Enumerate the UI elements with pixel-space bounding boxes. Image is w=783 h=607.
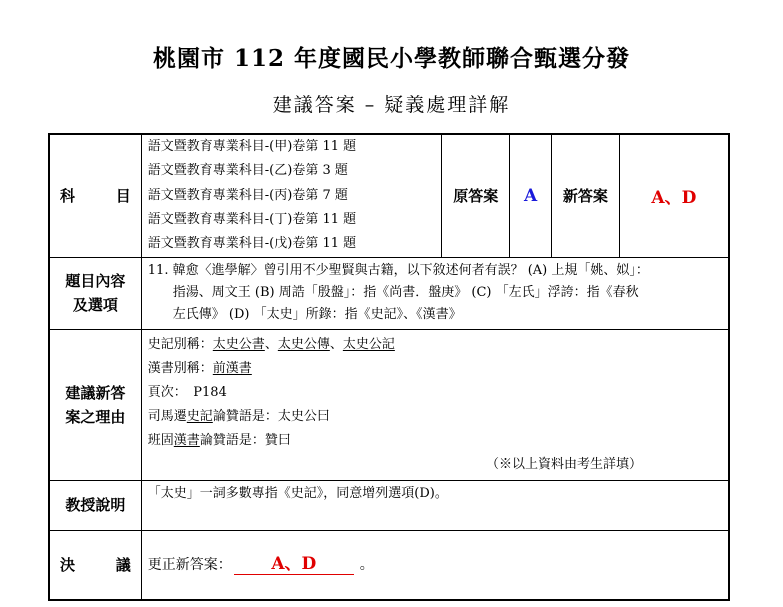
reason-row [49, 329, 729, 480]
decision-row [49, 530, 729, 600]
reason-label-line-2: 案之理由 [65, 407, 126, 426]
subject-item: 語文暨教育專業科目-(戊)卷第 11 題 [147, 236, 357, 252]
reason-text: 史記別稱： [147, 336, 213, 352]
decision-answer: A、D [234, 554, 354, 575]
answer-review-table [48, 133, 730, 601]
original-answer-label: 原答案 [442, 134, 510, 257]
document-subtitle: 建議答案 – 疑義處理詳解 [272, 94, 511, 116]
reason-line-hanshu [148, 357, 722, 381]
professor-row [49, 480, 729, 530]
question-line: 左氏傳》 (D) 「太史」所錄：指《史記》、《漢書》 [172, 307, 462, 322]
decision-suffix: 。 [359, 557, 374, 574]
reason-text: 論贊語是：太史公曰 [212, 408, 330, 424]
reason-text: 漢書別稱： [147, 360, 213, 376]
subject-item: 語文暨教育專業科目-(丁)卷第 11 題 [147, 211, 357, 227]
decision-label-char-1: 決 [60, 555, 76, 574]
reason-label [49, 329, 141, 480]
subject-label-char-1: 科 [60, 186, 76, 205]
underlined-term: 史記 [186, 408, 213, 424]
reason-text: 班固 [147, 432, 174, 448]
original-answer-value: A [510, 134, 552, 257]
reason-text: 論贊語是：贊曰 [199, 432, 291, 448]
question-label-line-2: 及選項 [72, 296, 118, 314]
subject-item: 語文暨教育專業科目-(乙)卷第 3 題 [147, 163, 348, 179]
subject-label [49, 134, 141, 257]
decision-prefix: 更正新答案： [147, 557, 232, 574]
underlined-term: 太史公書 [212, 336, 265, 352]
document-title: 桃園市 112 年度國民小學教師聯合甄選分發 [152, 45, 631, 72]
underlined-term: 太史公傳 [277, 336, 330, 352]
new-answer-value: A、D [619, 134, 729, 257]
question-content [141, 257, 729, 329]
question-line: 11. 韓愈〈進學解〉曾引用不少聖賢與古籍，以下敘述何者有誤？ (A) 上規「姚、姒」： [147, 263, 649, 278]
subject-label-char-2: 目 [115, 186, 131, 205]
subject-row [49, 134, 729, 257]
separator: 、 [264, 336, 278, 352]
reason-label-line-1: 建議新答 [65, 383, 126, 402]
reason-text: 司馬遷 [147, 408, 187, 424]
reason-note: （※以上資料由考生詳填） [485, 456, 642, 472]
question-label [49, 257, 141, 329]
reason-content [141, 329, 729, 480]
question-row [49, 257, 729, 329]
decision-label-char-2: 議 [115, 555, 131, 574]
professor-label: 教授說明 [49, 480, 141, 530]
decision-content [141, 530, 729, 600]
new-answer-label: 新答案 [552, 134, 620, 257]
reason-line-bangu [148, 429, 722, 453]
underlined-term: 太史公記 [342, 336, 395, 352]
reason-line-shiji [148, 333, 722, 357]
subject-item: 語文暨教育專業科目-(甲)卷第 11 題 [147, 139, 357, 155]
question-line: 指湯、周文王 (B) 周誥「殷盤」：指《尚書．盤庚》 (C) 「左氏」浮誇：指《春秋 [172, 285, 639, 300]
reason-line-page: 頁次： P184 [147, 384, 227, 400]
subject-list [141, 134, 442, 257]
underlined-term: 前漢書 [212, 360, 252, 376]
question-label-line-1: 題目內容 [65, 272, 126, 290]
reason-line-sima [148, 405, 722, 429]
underlined-term: 漢書 [173, 432, 200, 448]
separator: 、 [329, 336, 343, 352]
decision-label [49, 530, 141, 600]
professor-explanation: 「太史」一詞多數專指《史記》，同意增列選項(D)。 [141, 480, 729, 530]
subject-item: 語文暨教育專業科目-(丙)卷第 7 題 [147, 187, 348, 203]
